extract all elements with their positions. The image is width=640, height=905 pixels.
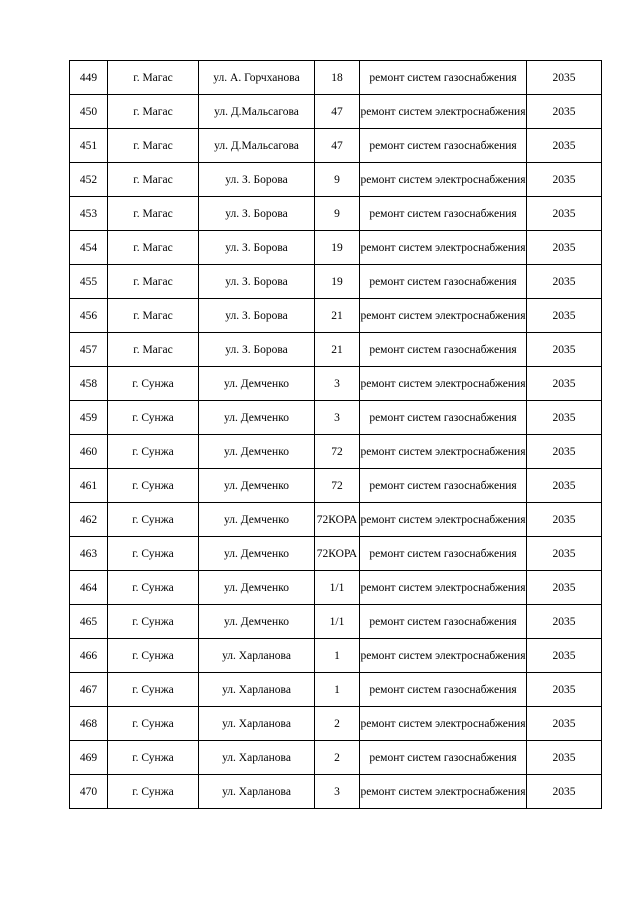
table-row: [70, 95, 602, 129]
house-number-cell: 1/1: [315, 571, 360, 605]
planned-year-cell: 2035: [527, 197, 602, 231]
street-cell: ул. Д.Мальсагова: [199, 95, 315, 129]
planned-year-cell: 2035: [527, 299, 602, 333]
city-cell: г. Магас: [108, 231, 199, 265]
street-cell: ул. Д.Мальсагова: [199, 129, 315, 163]
work-type-cell: ремонт систем газоснабжения: [360, 469, 527, 503]
street-cell: ул. З. Борова: [199, 197, 315, 231]
house-number-cell: 2: [315, 707, 360, 741]
row-number-cell: 466: [70, 639, 108, 673]
city-cell: г. Сунжа: [108, 605, 199, 639]
work-type-cell: ремонт систем газоснабжения: [360, 741, 527, 775]
planned-year-cell: 2035: [527, 95, 602, 129]
table-row: [70, 435, 602, 469]
table-row: [70, 197, 602, 231]
planned-year-cell: 2035: [527, 503, 602, 537]
house-number-cell: 47: [315, 129, 360, 163]
city-cell: г. Магас: [108, 61, 199, 95]
table-row: [70, 231, 602, 265]
house-number-cell: 3: [315, 367, 360, 401]
table-row: [70, 639, 602, 673]
table-row: [70, 605, 602, 639]
work-type-cell: ремонт систем электроснабжения: [360, 231, 527, 265]
work-type-cell: ремонт систем газоснабжения: [360, 537, 527, 571]
work-type-cell: ремонт систем электроснабжения: [360, 503, 527, 537]
planned-year-cell: 2035: [527, 707, 602, 741]
capital-repair-table: [69, 60, 602, 809]
city-cell: г. Магас: [108, 95, 199, 129]
city-cell: г. Сунжа: [108, 435, 199, 469]
street-cell: ул. З. Борова: [199, 299, 315, 333]
table-row: [70, 163, 602, 197]
city-cell: г. Сунжа: [108, 367, 199, 401]
table-row: [70, 333, 602, 367]
work-type-cell: ремонт систем газоснабжения: [360, 401, 527, 435]
street-cell: ул. З. Борова: [199, 333, 315, 367]
table-row: [70, 741, 602, 775]
house-number-cell: 1: [315, 673, 360, 707]
city-cell: г. Сунжа: [108, 673, 199, 707]
house-number-cell: 9: [315, 163, 360, 197]
table-row: [70, 401, 602, 435]
house-number-cell: 21: [315, 333, 360, 367]
planned-year-cell: 2035: [527, 61, 602, 95]
row-number-cell: 455: [70, 265, 108, 299]
street-cell: ул. З. Борова: [199, 231, 315, 265]
table-row: [70, 775, 602, 809]
work-type-cell: ремонт систем газоснабжения: [360, 265, 527, 299]
house-number-cell: 19: [315, 231, 360, 265]
planned-year-cell: 2035: [527, 163, 602, 197]
planned-year-cell: 2035: [527, 401, 602, 435]
planned-year-cell: 2035: [527, 231, 602, 265]
table-row: [70, 537, 602, 571]
table-row: [70, 367, 602, 401]
work-type-cell: ремонт систем электроснабжения: [360, 639, 527, 673]
row-number-cell: 464: [70, 571, 108, 605]
work-type-cell: ремонт систем газоснабжения: [360, 129, 527, 163]
row-number-cell: 452: [70, 163, 108, 197]
table-row: [70, 571, 602, 605]
row-number-cell: 467: [70, 673, 108, 707]
work-type-cell: ремонт систем электроснабжения: [360, 571, 527, 605]
table-row: [70, 673, 602, 707]
street-cell: ул. Демченко: [199, 367, 315, 401]
house-number-cell: 21: [315, 299, 360, 333]
city-cell: г. Сунжа: [108, 775, 199, 809]
table-row: [70, 469, 602, 503]
city-cell: г. Сунжа: [108, 707, 199, 741]
row-number-cell: 465: [70, 605, 108, 639]
street-cell: ул. Демченко: [199, 503, 315, 537]
street-cell: ул. Демченко: [199, 605, 315, 639]
house-number-cell: 19: [315, 265, 360, 299]
planned-year-cell: 2035: [527, 605, 602, 639]
city-cell: г. Магас: [108, 197, 199, 231]
row-number-cell: 458: [70, 367, 108, 401]
table-body: [70, 61, 602, 809]
row-number-cell: 468: [70, 707, 108, 741]
planned-year-cell: 2035: [527, 775, 602, 809]
row-number-cell: 449: [70, 61, 108, 95]
planned-year-cell: 2035: [527, 469, 602, 503]
table-row: [70, 299, 602, 333]
work-type-cell: ремонт систем газоснабжения: [360, 605, 527, 639]
work-type-cell: ремонт систем электроснабжения: [360, 367, 527, 401]
street-cell: ул. Демченко: [199, 537, 315, 571]
street-cell: ул. Демченко: [199, 571, 315, 605]
planned-year-cell: 2035: [527, 333, 602, 367]
house-number-cell: 9: [315, 197, 360, 231]
work-type-cell: ремонт систем электроснабжения: [360, 163, 527, 197]
house-number-cell: 3: [315, 401, 360, 435]
work-type-cell: ремонт систем электроснабжения: [360, 95, 527, 129]
work-type-cell: ремонт систем газоснабжения: [360, 673, 527, 707]
table-row: [70, 503, 602, 537]
row-number-cell: 470: [70, 775, 108, 809]
row-number-cell: 459: [70, 401, 108, 435]
street-cell: ул. А. Горчханова: [199, 61, 315, 95]
house-number-cell: 1/1: [315, 605, 360, 639]
street-cell: ул. Харланова: [199, 775, 315, 809]
work-type-cell: ремонт систем газоснабжения: [360, 333, 527, 367]
row-number-cell: 451: [70, 129, 108, 163]
planned-year-cell: 2035: [527, 367, 602, 401]
street-cell: ул. Харланова: [199, 707, 315, 741]
street-cell: ул. Харланова: [199, 741, 315, 775]
table-row: [70, 707, 602, 741]
house-number-cell: 72: [315, 435, 360, 469]
planned-year-cell: 2035: [527, 537, 602, 571]
row-number-cell: 450: [70, 95, 108, 129]
table-row: [70, 265, 602, 299]
row-number-cell: 460: [70, 435, 108, 469]
row-number-cell: 456: [70, 299, 108, 333]
planned-year-cell: 2035: [527, 265, 602, 299]
house-number-cell: 72КОРА: [315, 503, 360, 537]
city-cell: г. Магас: [108, 265, 199, 299]
planned-year-cell: 2035: [527, 129, 602, 163]
row-number-cell: 461: [70, 469, 108, 503]
house-number-cell: 3: [315, 775, 360, 809]
city-cell: г. Сунжа: [108, 571, 199, 605]
street-cell: ул. Демченко: [199, 469, 315, 503]
planned-year-cell: 2035: [527, 673, 602, 707]
street-cell: ул. Демченко: [199, 435, 315, 469]
street-cell: ул. Демченко: [199, 401, 315, 435]
city-cell: г. Магас: [108, 333, 199, 367]
street-cell: ул. З. Борова: [199, 163, 315, 197]
house-number-cell: 72КОРА: [315, 537, 360, 571]
work-type-cell: ремонт систем электроснабжения: [360, 775, 527, 809]
street-cell: ул. З. Борова: [199, 265, 315, 299]
city-cell: г. Магас: [108, 163, 199, 197]
city-cell: г. Сунжа: [108, 401, 199, 435]
house-number-cell: 47: [315, 95, 360, 129]
city-cell: г. Сунжа: [108, 741, 199, 775]
work-type-cell: ремонт систем электроснабжения: [360, 435, 527, 469]
table-row: [70, 129, 602, 163]
work-type-cell: ремонт систем газоснабжения: [360, 61, 527, 95]
planned-year-cell: 2035: [527, 435, 602, 469]
city-cell: г. Сунжа: [108, 537, 199, 571]
house-number-cell: 1: [315, 639, 360, 673]
city-cell: г. Магас: [108, 129, 199, 163]
planned-year-cell: 2035: [527, 639, 602, 673]
row-number-cell: 453: [70, 197, 108, 231]
city-cell: г. Сунжа: [108, 639, 199, 673]
house-number-cell: 72: [315, 469, 360, 503]
planned-year-cell: 2035: [527, 741, 602, 775]
table-row: [70, 61, 602, 95]
row-number-cell: 454: [70, 231, 108, 265]
city-cell: г. Сунжа: [108, 503, 199, 537]
work-type-cell: ремонт систем электроснабжения: [360, 299, 527, 333]
row-number-cell: 463: [70, 537, 108, 571]
city-cell: г. Сунжа: [108, 469, 199, 503]
work-type-cell: ремонт систем электроснабжения: [360, 707, 527, 741]
row-number-cell: 457: [70, 333, 108, 367]
work-type-cell: ремонт систем газоснабжения: [360, 197, 527, 231]
planned-year-cell: 2035: [527, 571, 602, 605]
street-cell: ул. Харланова: [199, 673, 315, 707]
row-number-cell: 462: [70, 503, 108, 537]
row-number-cell: 469: [70, 741, 108, 775]
street-cell: ул. Харланова: [199, 639, 315, 673]
house-number-cell: 2: [315, 741, 360, 775]
house-number-cell: 18: [315, 61, 360, 95]
city-cell: г. Магас: [108, 299, 199, 333]
